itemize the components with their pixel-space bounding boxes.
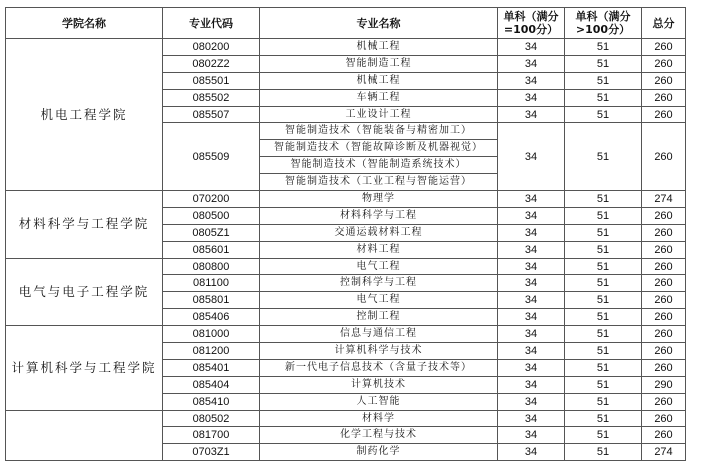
major-code: 085410 — [163, 393, 260, 410]
score-total: 260 — [642, 275, 686, 292]
score-single-high: 51 — [565, 410, 642, 427]
table-row — [6, 410, 686, 427]
major-code: 085502 — [163, 89, 260, 106]
major-name: 车辆工程 — [260, 89, 498, 106]
college-name: 计算机科学与工程学院 — [6, 326, 163, 410]
major-code: 070200 — [163, 191, 260, 208]
score-single-high: 51 — [565, 292, 642, 309]
major-name: 机械工程 — [260, 39, 498, 56]
major-code: 081200 — [163, 343, 260, 360]
score-single-low: 34 — [498, 275, 565, 292]
header-single-high-line1: 单科（满分 — [575, 10, 631, 23]
header-single-low-line1: 单科（满分 — [503, 10, 559, 23]
score-total: 260 — [642, 410, 686, 427]
score-single-low: 34 — [498, 309, 565, 326]
score-single-high: 51 — [565, 444, 642, 461]
major-name: 电气工程 — [260, 292, 498, 309]
score-single-high: 51 — [565, 207, 642, 224]
major-name: 信息与通信工程 — [260, 326, 498, 343]
header-code: 专业代码 — [163, 8, 260, 39]
header-major: 专业名称 — [260, 8, 498, 39]
score-single-high: 51 — [565, 427, 642, 444]
score-single-high: 51 — [565, 275, 642, 292]
score-single-high: 51 — [565, 359, 642, 376]
score-single-high: 51 — [565, 224, 642, 241]
major-code: 081000 — [163, 326, 260, 343]
score-single-high: 51 — [565, 106, 642, 123]
score-total: 260 — [642, 72, 686, 89]
major-code: 085601 — [163, 241, 260, 258]
score-total: 260 — [642, 123, 686, 191]
major-name: 人工智能 — [260, 393, 498, 410]
score-single-high: 51 — [565, 309, 642, 326]
score-single-low: 34 — [498, 343, 565, 360]
major-code: 085509 — [163, 123, 260, 191]
table-body — [6, 39, 686, 461]
major-name: 材料工程 — [260, 241, 498, 258]
score-total: 260 — [642, 224, 686, 241]
score-single-high: 51 — [565, 241, 642, 258]
major-code: 085404 — [163, 376, 260, 393]
score-total: 260 — [642, 241, 686, 258]
score-total: 260 — [642, 55, 686, 72]
major-name: 智能制造技术（智能故障诊断及机器视觉） — [260, 140, 498, 157]
major-name: 工业设计工程 — [260, 106, 498, 123]
major-name: 智能制造技术（智能装备与精密加工） — [260, 123, 498, 140]
score-total: 260 — [642, 326, 686, 343]
score-single-high: 51 — [565, 72, 642, 89]
score-single-low: 34 — [498, 427, 565, 444]
score-total: 260 — [642, 39, 686, 56]
score-single-low: 34 — [498, 444, 565, 461]
score-single-high: 51 — [565, 191, 642, 208]
major-name: 物理学 — [260, 191, 498, 208]
major-name: 控制科学与工程 — [260, 275, 498, 292]
score-single-high: 51 — [565, 258, 642, 275]
score-total: 260 — [642, 106, 686, 123]
major-code: 085501 — [163, 72, 260, 89]
score-total: 260 — [642, 309, 686, 326]
major-name: 制药化学 — [260, 444, 498, 461]
major-name: 交通运载材料工程 — [260, 224, 498, 241]
table-row — [6, 258, 686, 275]
major-name: 智能制造技术（智能制造系统技术） — [260, 157, 498, 174]
score-single-low: 34 — [498, 258, 565, 275]
score-total: 260 — [642, 292, 686, 309]
score-single-low: 34 — [498, 72, 565, 89]
major-name: 材料科学与工程 — [260, 207, 498, 224]
major-code: 0805Z1 — [163, 224, 260, 241]
header-college: 学院名称 — [6, 8, 163, 39]
score-single-low: 34 — [498, 326, 565, 343]
major-code: 080500 — [163, 207, 260, 224]
score-single-low: 34 — [498, 241, 565, 258]
header-single-low — [498, 8, 565, 39]
table-row — [6, 326, 686, 343]
score-single-low: 34 — [498, 191, 565, 208]
score-single-low: 34 — [498, 410, 565, 427]
major-code: 080800 — [163, 258, 260, 275]
major-name: 智能制造技术（工业工程与智能运营） — [260, 174, 498, 191]
major-code: 085801 — [163, 292, 260, 309]
score-single-high: 51 — [565, 376, 642, 393]
score-single-low: 34 — [498, 39, 565, 56]
major-code: 085401 — [163, 359, 260, 376]
college-name: 电气与电子工程学院 — [6, 258, 163, 326]
score-single-high: 51 — [565, 123, 642, 191]
score-single-low: 34 — [498, 89, 565, 106]
major-code: 080502 — [163, 410, 260, 427]
score-single-low: 34 — [498, 123, 565, 191]
header-single-low-line2: =100分） — [503, 23, 559, 36]
major-name: 材料学 — [260, 410, 498, 427]
major-code: 080200 — [163, 39, 260, 56]
score-total: 260 — [642, 258, 686, 275]
major-name: 机械工程 — [260, 72, 498, 89]
score-total: 274 — [642, 444, 686, 461]
header-row — [6, 8, 686, 39]
major-code: 085507 — [163, 106, 260, 123]
major-code: 085406 — [163, 309, 260, 326]
college-name: 材料科学与工程学院 — [6, 191, 163, 259]
major-code: 0703Z1 — [163, 444, 260, 461]
major-name: 控制工程 — [260, 309, 498, 326]
major-name: 计算机技术 — [260, 376, 498, 393]
major-name: 智能制造工程 — [260, 55, 498, 72]
major-name: 计算机科学与技术 — [260, 343, 498, 360]
major-code: 081700 — [163, 427, 260, 444]
major-name: 电气工程 — [260, 258, 498, 275]
college-name: 机电工程学院 — [6, 39, 163, 191]
score-single-high: 51 — [565, 55, 642, 72]
major-code: 081100 — [163, 275, 260, 292]
college-name — [6, 410, 163, 461]
score-total: 290 — [642, 376, 686, 393]
score-single-high: 51 — [565, 326, 642, 343]
major-code: 0802Z2 — [163, 55, 260, 72]
score-total: 260 — [642, 89, 686, 106]
score-table — [5, 7, 686, 461]
score-total: 274 — [642, 191, 686, 208]
header-single-high — [565, 8, 642, 39]
score-total: 260 — [642, 393, 686, 410]
major-name: 新一代电子信息技术（含量子技术等） — [260, 359, 498, 376]
score-total: 260 — [642, 359, 686, 376]
score-single-low: 34 — [498, 106, 565, 123]
score-single-high: 51 — [565, 39, 642, 56]
score-total: 260 — [642, 427, 686, 444]
score-total: 260 — [642, 343, 686, 360]
score-single-low: 34 — [498, 376, 565, 393]
score-total: 260 — [642, 207, 686, 224]
score-single-low: 34 — [498, 359, 565, 376]
score-single-high: 51 — [565, 393, 642, 410]
header-single-high-line2: >100分） — [575, 23, 631, 36]
score-single-low: 34 — [498, 55, 565, 72]
score-single-high: 51 — [565, 343, 642, 360]
header-total: 总分 — [642, 8, 686, 39]
score-single-high: 51 — [565, 89, 642, 106]
score-single-low: 34 — [498, 393, 565, 410]
score-single-low: 34 — [498, 292, 565, 309]
score-single-low: 34 — [498, 207, 565, 224]
table-row — [6, 39, 686, 56]
major-name: 化学工程与技术 — [260, 427, 498, 444]
score-single-low: 34 — [498, 224, 565, 241]
table-row — [6, 191, 686, 208]
